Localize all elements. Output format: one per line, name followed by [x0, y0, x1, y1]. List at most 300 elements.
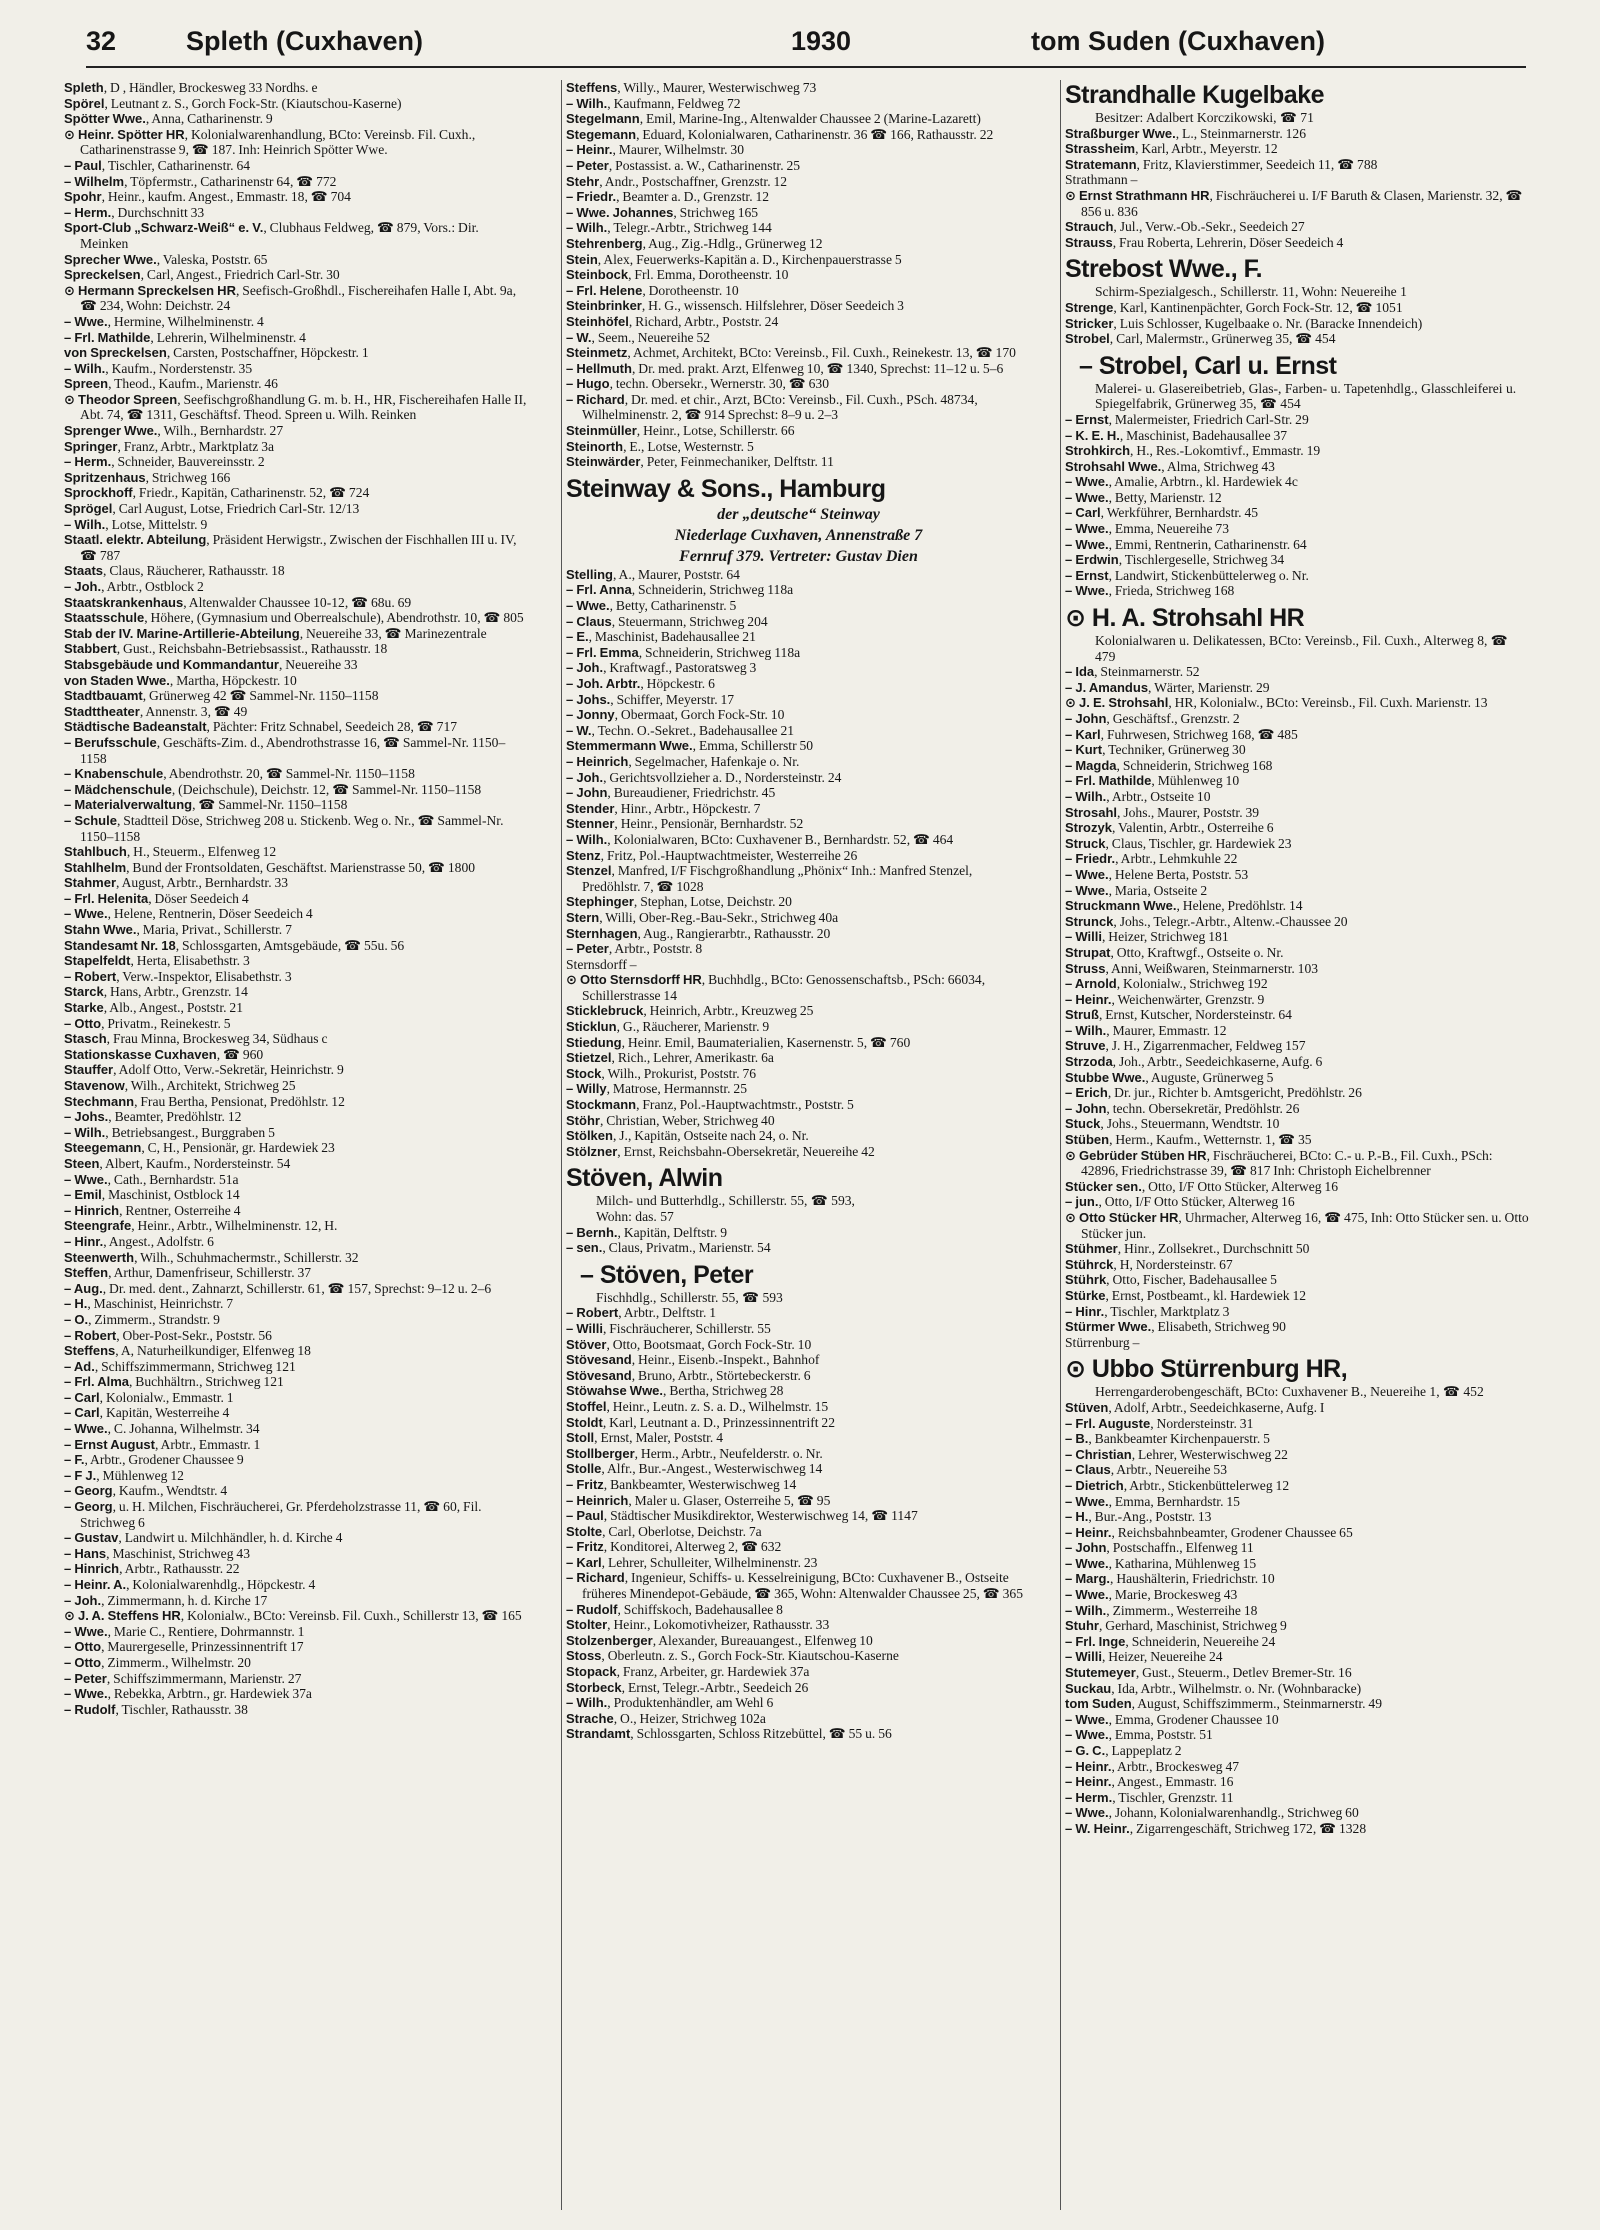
- directory-entry: – W., Seem., Neuereihe 52: [566, 329, 711, 345]
- directory-entry: Steffens, Willy., Maurer, Westerwischweg 73: [566, 80, 817, 95]
- directory-entry: – Wwe., Rebekka, Arbtrn., gr. Hardewiek 37a: [64, 1686, 312, 1702]
- directory-entry: – Joh. Arbtr., Höpckestr. 6: [566, 676, 715, 691]
- directory-entry: ⊙ Heinr. Spötter HR, Kolonialwarenhandlung, BCto: Vereinsb. Fil. Cuxh., Catharinenstrasse 9, ☎ 187. Inh: Heinrich Spötter Wwe.: [64, 126, 476, 158]
- directory-entry: Stabsgebäude und Kommandantur, Neuereihe 33: [64, 656, 358, 672]
- directory-entry: – jun., Otto, I/F Otto Stücker, Alterweg 16: [1065, 1194, 1295, 1210]
- directory-entry: ⊙ J. A. Steffens HR, Kolonialw., BCto: Vereinsb. Fil. Cuxh., Schillerstr 13, ☎ 165: [64, 1608, 522, 1624]
- strebost-title: Strebost Wwe., F.: [1065, 255, 1263, 284]
- directory-entry: – Heinr., Angest., Emmastr. 16: [1065, 1774, 1234, 1790]
- column-1: [64, 80, 529, 2210]
- directory-entry: – Wwe., Marie, Brockesweg 43: [1065, 1587, 1238, 1603]
- directory-entry: – Wilh., Arbtr., Ostseite 10: [1065, 788, 1211, 804]
- directory-entry: Stürrenburg –: [1065, 1334, 1140, 1350]
- column-2: [561, 80, 1031, 2210]
- directory-entry: Sternsdorff –: [566, 956, 637, 972]
- advert-detail-line: Milch- und Butterhdlg., Schillerstr. 55, ☎ 593,: [596, 1193, 855, 1209]
- directory-entry: Struck, Claus, Tischler, gr. Hardewiek 23: [1065, 835, 1292, 851]
- directory-entry: – Wilh., Betriebsangest., Burggraben 5: [64, 1124, 275, 1140]
- directory-entry: – Wwe., Maria, Ostseite 2: [1065, 882, 1208, 898]
- directory-entry: – Joh., Gerichtsvollzieher a. D., Nordersteinstr. 24: [566, 769, 842, 785]
- directory-entry: – Dietrich, Arbtr., Stickenbüttelerweg 12: [1065, 1477, 1290, 1493]
- directory-entry: – Karl, Fuhrwesen, Strichweg 168, ☎ 485: [1065, 726, 1298, 742]
- directory-entry: Stadtbauamt, Grünerweg 42 ☎ Sammel-Nr. 1150–1158: [64, 688, 379, 704]
- directory-entry: – G. C., Lappeplatz 2: [1065, 1743, 1182, 1758]
- directory-entry: – Fritz, Konditorei, Alterweg 2, ☎ 632: [566, 1539, 782, 1555]
- directory-entry: Stab der IV. Marine-Artillerie-Abteilung, Neuereihe 33, ☎ Marinezentrale: [64, 625, 487, 641]
- directory-entry: Stolzenberger, Alexander, Bureauangest., Elfenweg 10: [566, 1632, 873, 1648]
- directory-entry: – Friedr., Beamter a. D., Grenzstr. 12: [566, 189, 770, 205]
- directory-entry: – Georg, Kaufm., Wendtstr. 4: [64, 1483, 228, 1499]
- directory-entry: Spötter Wwe., Anna, Catharinenstr. 9: [64, 111, 273, 127]
- directory-entry: – Wilh., Maurer, Emmastr. 12: [1065, 1022, 1227, 1038]
- directory-entry: – Wilh., Lotse, Mittelstr. 9: [64, 516, 208, 532]
- directory-entry: Stürke, Ernst, Postbeamt., kl. Hardewiek 12: [1065, 1287, 1307, 1303]
- advert-detail-line: Wohn: das. 57: [596, 1209, 674, 1224]
- directory-entry: Struve, J. H., Zigarrenmacher, Feldweg 157: [1065, 1038, 1306, 1054]
- directory-entry: – Frl. Mathilde, Mühlenweg 10: [1065, 773, 1240, 789]
- directory-entry: – Willi, Heizer, Neuereihe 24: [1065, 1649, 1223, 1665]
- header-year: 1930: [791, 26, 852, 56]
- directory-entry: – Marg., Haushälterin, Friedrichstr. 10: [1065, 1571, 1275, 1587]
- directory-entry: Strzoda, Joh., Arbtr., Seedeichkaserne, Aufg. 6: [1065, 1054, 1323, 1070]
- directory-entry: – Kurt, Techniker, Grünerweg 30: [1065, 742, 1246, 758]
- directory-entry: Stollberger, Herm., Arbtr., Neufelderstr. o. Nr.: [566, 1445, 823, 1461]
- directory-entry: Spreckelsen, Carl, Angest., Friedrich Carl-Str. 30: [64, 267, 340, 283]
- directory-entry: Stenzel, Manfred, I/F Fischgroßhandlung „Phönix“ Inh.: Manfred Stenzel, Predöhlstr. 7, ☎ 1028: [566, 863, 973, 894]
- directory-entry: Stavenow, Wilh., Architekt, Strichweg 25: [64, 1078, 296, 1093]
- directory-entry: – Joh., Zimmermann, h. d. Kirche 17: [64, 1592, 268, 1608]
- directory-entry: Starke, Alb., Angest., Poststr. 21: [64, 1000, 243, 1016]
- directory-entry: Stahmer, August, Arbtr., Bernhardstr. 33: [64, 875, 289, 891]
- directory-entry: – Heinr. A., Kolonialwarenhdlg., Höpckestr. 4: [64, 1577, 316, 1592]
- directory-entry: Stuhr, Gerhard, Maschinist, Strichweg 9: [1065, 1618, 1287, 1634]
- directory-entry: – Ad., Schiffszimmermann, Strichweg 121: [64, 1358, 296, 1374]
- directory-entry: – Herm., Tischler, Grenzstr. 11: [1065, 1789, 1234, 1805]
- directory-entry: Stöwahse Wwe., Bertha, Strichweg 28: [566, 1383, 784, 1399]
- directory-entry: Stücker sen., Otto, I/F Otto Stücker, Alterweg 16: [1065, 1178, 1339, 1194]
- directory-entry: – Heinr., Weichenwärter, Grenzstr. 9: [1065, 991, 1265, 1007]
- directory-entry: Stiedung, Heinr. Emil, Baumaterialien, Kasernenstr. 5, ☎ 760: [566, 1034, 911, 1050]
- directory-entry: – Ernst, Landwirt, Stickenbüttelerweg o. Nr.: [1065, 567, 1309, 583]
- directory-entry: Sprecher Wwe., Valeska, Poststr. 65: [64, 251, 268, 267]
- directory-entry: Stührck, H, Nordersteinstr. 67: [1065, 1256, 1233, 1272]
- steinway-advert-title: Steinway & Sons., Hamburg: [566, 474, 886, 503]
- directory-entry: Stock, Wilh., Prokurist, Poststr. 76: [566, 1065, 757, 1081]
- directory-entry: Stolter, Heinr., Lokomotivheizer, Rathausstr. 33: [566, 1617, 830, 1633]
- directory-entry: Stenz, Fritz, Pol.-Hauptwachtmeister, Westerreihe 26: [566, 847, 858, 863]
- directory-entry: – Otto, Zimmerm., Wilhelmstr. 20: [64, 1654, 251, 1670]
- directory-entry: Stühmer, Hinr., Zollsekret., Durchschnitt 50: [1065, 1241, 1310, 1257]
- directory-entry: Stenner, Heinr., Pensionär, Bernhardstr. 52: [566, 816, 804, 832]
- directory-entry: Stoll, Ernst, Maler, Poststr. 4: [566, 1430, 724, 1446]
- directory-entry: – H., Maschinist, Heinrichstr. 7: [64, 1296, 234, 1312]
- directory-entry: – Heinr., Maurer, Wilhelmstr. 30: [566, 142, 745, 158]
- directory-entry: – Fritz, Bankbeamter, Westerwischweg 14: [566, 1476, 797, 1492]
- directory-entry: – Frl. Auguste, Nordersteinstr. 31: [1065, 1415, 1254, 1431]
- directory-entry: – Ida, Steinmarnerstr. 52: [1065, 664, 1200, 680]
- directory-entry: Stephinger, Stephan, Lotse, Deichstr. 20: [566, 894, 792, 910]
- directory-entry: ⊙ J. E. Strohsahl, HR, Kolonialw., BCto: Vereinsb., Fil. Cuxh. Marienstr. 13: [1065, 695, 1488, 711]
- directory-entry: – Wilh., Kaufmann, Feldweg 72: [566, 95, 741, 111]
- directory-entry: Stelling, A., Maurer, Poststr. 64: [566, 566, 740, 582]
- directory-entry: – Wilh., Produktenhändler, am Wehl 6: [566, 1695, 774, 1711]
- directory-entry: Stietzel, Rich., Lehrer, Amerikastr. 6a: [566, 1050, 774, 1066]
- directory-entry: – Robert, Ober-Post-Sekr., Poststr. 56: [64, 1327, 272, 1343]
- directory-entry: Struß, Ernst, Kutscher, Nordersteinstr. 64: [1065, 1007, 1292, 1023]
- directory-entry: Spreen, Theod., Kaufm., Marienstr. 46: [64, 376, 278, 392]
- directory-entry: ⊙ Ernst Strathmann HR, Fischräucherei u. I/F Baruth & Clasen, Marienstr. 32, ☎ 856 u. 836: [1065, 187, 1523, 219]
- directory-entry: – Jonny, Obermaat, Gorch Fock-Str. 10: [566, 707, 785, 723]
- directory-entry: Sticklun, G., Räucherer, Marienstr. 9: [566, 1019, 770, 1035]
- stoeven-alwin-title: Stöven, Alwin: [566, 1164, 723, 1193]
- directory-entry: – Hinrich, Rentner, Osterreihe 4: [64, 1202, 241, 1218]
- directory-entry: – Heinr., Reichsbahnbeamter, Grodener Chaussee 65: [1065, 1524, 1353, 1540]
- directory-entry: – Willi, Fischräucherer, Schillerstr. 55: [566, 1320, 771, 1336]
- directory-entry: Stolle, Alfr., Bur.-Angest., Westerwischweg 14: [566, 1461, 823, 1477]
- directory-entry: – Wwe., Cath., Bernhardstr. 51a: [64, 1171, 239, 1187]
- directory-entry: Stüben, Herm., Kaufm., Wetternstr. 1, ☎ 35: [1065, 1132, 1312, 1148]
- directory-entry: Sternhagen, Aug., Rangierarbtr., Rathausstr. 20: [566, 925, 831, 941]
- directory-entry: – Paul, Tischler, Catharinenstr. 64: [64, 157, 251, 173]
- kugelbake-title: Strandhalle Kugelbake: [1065, 81, 1325, 109]
- directory-entry: Strosahl, Johs., Maurer, Poststr. 39: [1065, 804, 1260, 820]
- directory-entry: Strathmann –: [1065, 172, 1138, 188]
- directory-entry: – Carl, Kapitän, Westerreihe 4: [64, 1405, 230, 1421]
- directory-entry: ⊙ Gebrüder Stüben HR, Fischräucherei, BCto: C.- u. P.-B., Fil. Cuxh., PSch: 42896, Friedrichstrasse 39, ☎ 817 Inh: Christoph Eichelbrenner: [1065, 1147, 1493, 1179]
- directory-entry: Spleth, D , Händler, Brockesweg 33 Nordhs. e: [64, 80, 318, 95]
- directory-entry: – Joh., Arbtr., Ostblock 2: [64, 579, 204, 594]
- directory-entry: – Frl. Helene, Dorotheenstr. 10: [566, 282, 739, 298]
- steinway-advert-line: Niederlage Cuxhaven, Annenstraße 7: [674, 526, 923, 544]
- directory-entry: – Frl. Inge, Schneiderin, Neuereihe 24: [1065, 1633, 1276, 1649]
- directory-entry: – Joh., Kraftwagf., Pastoratsweg 3: [566, 660, 757, 676]
- directory-entry: – Claus, Steuermann, Strichweg 204: [566, 613, 768, 629]
- directory-entry: – Erdwin, Tischlergeselle, Strichweg 34: [1065, 552, 1285, 568]
- advert-detail-line: Schirm-Spezialgesch., Schillerstr. 11, Wohn: Neuereihe 1: [1095, 284, 1407, 300]
- directory-entry: – B., Bankbeamter Kirchenpauerstr. 5: [1065, 1431, 1270, 1447]
- directory-entry: – Willi, Heizer, Strichweg 181: [1065, 929, 1229, 945]
- directory-entry: – Claus, Arbtr., Neuereihe 53: [1065, 1462, 1228, 1478]
- directory-entry: – Frl. Anna, Schneiderin, Strichweg 118a: [566, 582, 794, 598]
- directory-entry: Stasch, Frau Minna, Brockesweg 34, Südhaus c: [64, 1031, 328, 1047]
- directory-entry: von Staden Wwe., Martha, Höpckestr. 10: [64, 672, 297, 688]
- directory-entry: Stricker, Luis Schlosser, Kugelbaake o. Nr. (Baracke Innendeich): [1065, 315, 1423, 331]
- directory-entry: – W., Techn. O.-Sekret., Badehausallee 21: [566, 722, 795, 738]
- steinway-advert-line: Fernruf 379. Vertreter: Gustav Dien: [679, 547, 918, 565]
- directory-entry: Stahlbuch, H., Steuerm., Elfenweg 12: [64, 844, 277, 860]
- directory-entry: ⊙ Otto Stücker HR, Uhrmacher, Alterweg 16, ☎ 475, Inh: Otto Stücker sen. u. Otto Stücker jun.: [1065, 1210, 1529, 1241]
- directory-entry: Stern, Willi, Ober-Reg.-Bau-Sekr., Strichweg 40a: [566, 909, 839, 925]
- directory-entry: – Mädchenschule, (Deichschule), Deichstr. 12, ☎ Sammel-Nr. 1150–1158: [64, 781, 482, 797]
- advert-detail-line: Kolonialwaren u. Delikatessen, BCto: Vereinsb., Fil. Cuxh., Alterweg 8, ☎ 479: [1095, 633, 1508, 664]
- directory-entry: Stemmermann Wwe., Emma, Schillerstr 50: [566, 738, 814, 754]
- directory-entry: – Frl. Alma, Buchhältrn., Strichweg 121: [64, 1374, 284, 1390]
- directory-entry: – sen., Claus, Privatm., Marienstr. 54: [566, 1240, 771, 1256]
- directory-entry: – Berufsschule, Geschäfts-Zim. d., Abendrothstrasse 16, ☎ Sammel-Nr. 1150–1158: [64, 734, 506, 766]
- directory-entry: tom Suden, August, Schiffszimmerm., Steinmarnerstr. 49: [1065, 1696, 1383, 1712]
- directory-entry: – Wilh., Kolonialwaren, BCto: Cuxhavener B., Bernhardstr. 52, ☎ 464: [566, 831, 954, 847]
- directory-entry: – Magda, Schneiderin, Strichweg 168: [1065, 757, 1273, 773]
- directory-entry: – Wwe., Marie C., Rentiere, Dohrmannstr. 1: [64, 1623, 305, 1639]
- directory-entry: Steinbock, Frl. Emma, Dorotheenstr. 10: [566, 267, 789, 283]
- directory-entry: – Hinrich, Arbtr., Rathausstr. 22: [64, 1561, 240, 1577]
- page-number: 32: [86, 26, 117, 56]
- directory-entry: – Wwe., Emma, Bernhardstr. 15: [1065, 1493, 1240, 1509]
- directory-entry: – Hinr., Angest., Adolfstr. 6: [64, 1233, 214, 1249]
- directory-entry: – Christian, Lehrer, Westerwischweg 22: [1065, 1446, 1288, 1462]
- directory-entry: Steenwerth, Wilh., Schuhmachermstr., Schillerstr. 32: [64, 1249, 359, 1265]
- directory-entry: Stutemeyer, Gust., Steuerm., Detlev Bremer-Str. 16: [1065, 1665, 1352, 1681]
- directory-entry: – Wwe., Amalie, Arbtrn., kl. Hardewiek 4c: [1065, 474, 1298, 490]
- directory-entry: Steinwärder, Peter, Feinmechaniker, Delftstr. 11: [566, 454, 834, 470]
- directory-entry: Strauss, Frau Roberta, Lehrerin, Döser Seedeich 4: [1065, 234, 1344, 250]
- directory-entry: Spritzenhaus, Strichweg 166: [64, 469, 231, 485]
- directory-entry: – Herm., Schneider, Bauvereinsstr. 2: [64, 454, 265, 470]
- directory-entry: – Hans, Maschinist, Strichweg 43: [64, 1545, 251, 1561]
- strohsahl-title: ⊙ H. A. Strohsahl HR: [1065, 604, 1305, 633]
- header-right-entry: tom Suden (Cuxhaven): [1031, 26, 1326, 56]
- directory-entry: Spohr, Heinr., kaufm. Angest., Emmastr. 18, ☎ 704: [64, 189, 351, 205]
- directory-entry: – F., Arbtr., Grodener Chaussee 9: [64, 1452, 244, 1468]
- directory-entry: – Peter, Arbtr., Poststr. 8: [566, 941, 703, 957]
- steinway-advert-line: der „deutsche“ Steinway: [717, 505, 880, 523]
- directory-entry: Sprockhoff, Friedr., Kapitän, Catharinenstr. 52, ☎ 724: [64, 485, 370, 501]
- directory-entry: Stoss, Oberleutn. z. S., Gorch Fock-Str. Kiautschou-Kaserne: [566, 1648, 899, 1664]
- directory-entry: Strassheim, Karl, Arbtr., Meyerstr. 12: [1065, 141, 1278, 157]
- directory-entry: – Wwe., Betty, Catharinenstr. 5: [566, 598, 737, 614]
- directory-entry: – Wwe., Katharina, Mühlenweg 15: [1065, 1555, 1257, 1571]
- directory-entry: Sport-Club „Schwarz-Weiß“ e. V., Clubhaus Feldweg, ☎ 879, Vors.: Dir. Meinken: [64, 220, 479, 251]
- directory-entry: – Materialverwaltung, ☎ Sammel-Nr. 1150–1158: [64, 797, 348, 813]
- directory-entry: – Otto, Maurergeselle, Prinzessinnentrift 17: [64, 1639, 304, 1655]
- directory-entry: Strandamt, Schlossgarten, Schloss Ritzebüttel, ☎ 55 u. 56: [566, 1726, 892, 1742]
- directory-entry: Stoldt, Karl, Leutnant a. D., Prinzessinnentrift 22: [566, 1414, 836, 1430]
- directory-entry: – Rudolf, Tischler, Rathausstr. 38: [64, 1701, 248, 1717]
- directory-entry: Strupat, Otto, Kraftwgf., Ostseite o. Nr.: [1065, 944, 1284, 960]
- directory-entry: Stehr, Andr., Postschaffner, Grenzstr. 12: [566, 173, 788, 189]
- directory-entry: ⊙ Theodor Spreen, Seefischgroßhandlung G. m. b. H., HR, Fischereihafen Halle II, Abt. 74, ☎ 1311, Geschäftsf. Theod. Spreen u. Wilh. Reinken: [64, 391, 527, 423]
- directory-entry: Steen, Albert, Kaufm., Nordersteinstr. 54: [64, 1155, 291, 1171]
- directory-entry: Strohsahl Wwe., Alma, Strichweg 43: [1065, 458, 1275, 474]
- directory-entry: Steinbrinker, H. G., wissensch. Hilfslehrer, Döser Seedeich 3: [566, 298, 904, 314]
- directory-entry: Stöhr, Christian, Weber, Strichweg 40: [566, 1112, 775, 1128]
- directory-entry: – Otto, Privatm., Reinekestr. 5: [64, 1015, 231, 1031]
- directory-entry: Stahlhelm, Bund der Frontsoldaten, Geschäftst. Marienstrasse 50, ☎ 1800: [64, 859, 476, 875]
- directory-entry: Stratemann, Fritz, Klavierstimmer, Seedeich 11, ☎ 788: [1065, 156, 1378, 172]
- directory-entry: – John, Postschaffn., Elfenweg 11: [1065, 1540, 1254, 1556]
- directory-entry: Strobel, Carl, Malermstr., Grünerweg 35, ☎ 454: [1065, 331, 1336, 347]
- directory-entry: – Wwe., Betty, Marienstr. 12: [1065, 489, 1222, 505]
- directory-entry: – K. E. H., Maschinist, Badehausallee 37: [1065, 427, 1288, 443]
- directory-entry: Strache, O., Heizer, Strichweg 102a: [566, 1710, 766, 1726]
- directory-entry: Stender, Hinr., Arbtr., Höpckestr. 7: [566, 800, 761, 816]
- directory-entry: Stöver, Otto, Bootsmaat, Gorch Fock-Str. 10: [566, 1336, 812, 1352]
- directory-entry: – Wwe., Emmi, Rentnerin, Catharinenstr. 64: [1065, 536, 1307, 552]
- directory-entry: – J. Amandus, Wärter, Marienstr. 29: [1065, 679, 1270, 695]
- directory-entry: – Heinr., Arbtr., Brockesweg 47: [1065, 1758, 1240, 1774]
- directory-entry: Stechmann, Frau Bertha, Pensionat, Predöhlstr. 12: [64, 1093, 345, 1109]
- directory-entry: – Robert, Verw.-Inspektor, Elisabethstr. 3: [64, 968, 292, 984]
- directory-entry: Stauffer, Adolf Otto, Verw.-Sekretär, Heinrichstr. 9: [64, 1062, 344, 1078]
- directory-entry: Strenge, Karl, Kantinenpächter, Gorch Fock-Str. 12, ☎ 1051: [1065, 299, 1403, 315]
- directory-entry: – John, Geschäftsf., Grenzstr. 2: [1065, 711, 1240, 726]
- directory-entry: Stockmann, Franz, Pol.-Hauptwachtmstr., Poststr. 5: [566, 1097, 854, 1113]
- directory-entry: Stuck, Johs., Steuermann, Wendtstr. 10: [1065, 1116, 1280, 1132]
- directory-entry: Stövesand, Heinr., Eisenb.-Inspekt., Bahnhof: [566, 1352, 820, 1368]
- directory-entry: Suckau, Ida, Arbtr., Wilhelmstr. o. Nr. (Wohnbaracke): [1065, 1680, 1362, 1696]
- directory-entry: – John, techn. Obersekretär, Predöhlstr. 26: [1065, 1100, 1300, 1116]
- directory-entry: Steinmetz, Achmet, Architekt, BCto: Vereinsb., Fil. Cuxh., Reinekestr. 13, ☎ 170: [566, 345, 1016, 361]
- directory-entry: – Johs., Beamter, Predöhlstr. 12: [64, 1109, 242, 1125]
- directory-entry: – F J., Mühlenweg 12: [64, 1467, 184, 1483]
- advert-detail-line: Herrengarderobengeschäft, BCto: Cuxhavener B., Neuereihe 1, ☎ 452: [1095, 1384, 1484, 1400]
- directory-entry: – Wwe., Frieda, Strichweg 168: [1065, 583, 1235, 599]
- directory-entry: – Friedr., Arbtr., Lehmkuhle 22: [1065, 851, 1238, 867]
- directory-entry: Stapelfeldt, Herta, Elisabethstr. 3: [64, 953, 250, 969]
- directory-entry: Stolte, Carl, Oberlotse, Deichstr. 7a: [566, 1523, 762, 1539]
- directory-entry: – Wilhelm, Töpfermstr., Catharinenstr 64, ☎ 772: [64, 173, 337, 189]
- directory-entry: Sticklebruck, Heinrich, Arbtr., Kreuzweg 25: [566, 1003, 814, 1019]
- directory-entry: Städtische Badeanstalt, Pächter: Fritz Schnabel, Seedeich 28, ☎ 717: [64, 719, 458, 735]
- directory-entry: Springer, Franz, Arbtr., Marktplatz 3a: [64, 438, 275, 454]
- directory-entry: – Wwe., Emma, Neuereihe 73: [1065, 521, 1229, 537]
- directory-entry: – Erich, Dr. jur., Richter b. Amtsgericht, Predöhlstr. 26: [1065, 1085, 1362, 1101]
- directory-entry: Stahn Wwe., Maria, Privat., Schillerstr. 7: [64, 922, 292, 938]
- directory-entry: – Wwe., Helene Berta, Poststr. 53: [1065, 866, 1249, 882]
- directory-entry: Stopack, Franz, Arbeiter, gr. Hardewiek 37a: [566, 1664, 810, 1680]
- directory-entry: – Carl, Kolonialw., Emmastr. 1: [64, 1389, 234, 1405]
- directory-entry: Standesamt Nr. 18, Schlossgarten, Amtsgebäude, ☎ 55u. 56: [64, 937, 405, 953]
- directory-entry: Steegemann, C, H., Pensionär, gr. Hardewiek 23: [64, 1140, 335, 1156]
- directory-entry: Steinhöfel, Richard, Arbtr., Poststr. 24: [566, 313, 779, 329]
- directory-entry: – Georg, u. H. Milchen, Fischräucherei, Gr. Pferdeholzstrasse 11, ☎ 60, Fil. Strichweg 6: [64, 1499, 482, 1530]
- directory-entry: Starck, Hans, Arbtr., Grenzstr. 14: [64, 984, 248, 1000]
- directory-entry: – Wwe., Hermine, Wilhelminenstr. 4: [64, 313, 264, 329]
- directory-entry: – Wwe., Emma, Grodener Chaussee 10: [1065, 1711, 1279, 1727]
- directory-entry: Stein, Alex, Feuerwerks-Kapitän a. D., Kirchenpauerstrasse 5: [566, 251, 902, 267]
- page-header: [86, 20, 1526, 68]
- directory-entry: – Peter, Schiffszimmermann, Marienstr. 27: [64, 1670, 302, 1686]
- directory-entry: Stabbert, Gust., Reichsbahn-Betriebsassist., Rathausstr. 18: [64, 641, 388, 657]
- directory-entry: Steffens, A, Naturheilkundiger, Elfenweg 18: [64, 1343, 311, 1359]
- directory-entry: – Frl. Mathilde, Lehrerin, Wilhelminenstr. 4: [64, 329, 306, 345]
- directory-entry: – Frl. Emma, Schneiderin, Strichweg 118a: [566, 644, 801, 660]
- directory-entry: – E., Maschinist, Badehausallee 21: [566, 629, 756, 645]
- advert-detail-line: Fischhdlg., Schillerstr. 55, ☎ 593: [596, 1289, 783, 1305]
- directory-entry: ⊙ Hermann Spreckelsen HR, Seefisch-Großhdl., Fischereihafen Halle I, Abt. 9a, ☎ 234, Wohn: Deichstr. 24: [64, 282, 517, 314]
- directory-entry: – O., Zimmerm., Strandstr. 9: [64, 1311, 220, 1327]
- directory-entry: Sprögel, Carl August, Lotse, Friedrich Carl-Str. 12/13: [64, 501, 360, 517]
- directory-entry: – Schule, Stadtteil Döse, Strichweg 208 u. Stickenb. Weg o. Nr., ☎ Sammel-Nr. 1150–1158: [64, 812, 504, 844]
- directory-entry: – Richard, Dr. med. et chir., Arzt, BCto: Vereinsb., Fil. Cuxh., PSch. 48734, Wilhelminenstr. 2, ☎ 914 Sprechst: 8–9 u. 2–3: [566, 391, 978, 423]
- directory-entry: Strohkirch, H., Res.-Lokomtivf., Emmastr. 19: [1065, 443, 1321, 459]
- directory-entry: – Wwe., C. Johanna, Wilhelmstr. 34: [64, 1421, 260, 1437]
- directory-entry: – Aug., Dr. med. dent., Zahnarzt, Schillerstr. 61, ☎ 157, Sprechst: 9–12 u. 2–6: [64, 1280, 492, 1296]
- directory-entry: – Robert, Arbtr., Delftstr. 1: [566, 1305, 717, 1321]
- directory-entry: Steengrafe, Heinr., Arbtr., Wilhelminenstr. 12, H.: [64, 1218, 338, 1234]
- directory-entry: Struckmann Wwe., Helene, Predöhlstr. 14: [1065, 898, 1303, 914]
- directory-entry: Strunck, Johs., Telegr.-Arbtr., Altenw.-Chaussee 20: [1065, 913, 1348, 929]
- directory-entry: Staatskrankenhaus, Altenwalder Chaussee 10-12, ☎ 68u. 69: [64, 594, 412, 610]
- directory-entry: von Spreckelsen, Carsten, Postschaffner, Höpckestr. 1: [64, 345, 369, 361]
- directory-entry: Stegemann, Eduard, Kolonialwaren, Catharinenstr. 36 ☎ 166, Rathausstr. 22: [566, 126, 994, 142]
- directory-entry: – Heinrich, Maler u. Glaser, Osterreihe 5, ☎ 95: [566, 1492, 831, 1508]
- header-left-entry: Spleth (Cuxhaven): [186, 26, 424, 56]
- directory-entry: – Wwe., Johann, Kolonialwarenhandlg., Strichweg 60: [1065, 1805, 1359, 1821]
- directory-entry: Stadttheater, Annenstr. 3, ☎ 49: [64, 703, 248, 719]
- directory-entry: – Wwe. Johannes, Strichweg 165: [566, 204, 759, 220]
- directory-entry: – John, Bureaudiener, Friedrichstr. 45: [566, 785, 776, 801]
- directory-entry: Steinmüller, Heinr., Lotse, Schillerstr. 66: [566, 423, 795, 439]
- directory-entry: – W. Heinr., Zigarrengeschäft, Strichweg 172, ☎ 1328: [1065, 1820, 1367, 1836]
- directory-entry: Stührk, Otto, Fischer, Badehausallee 5: [1065, 1272, 1277, 1288]
- directory-entry: – Gustav, Landwirt u. Milchhändler, h. d. Kirche 4: [64, 1530, 343, 1546]
- directory-entry: – Carl, Werkführer, Bernhardstr. 45: [1065, 505, 1259, 521]
- directory-entry: – Bernh., Kapitän, Delftstr. 9: [566, 1224, 728, 1240]
- directory-entry: Struss, Anni, Weißwaren, Steinmarnerstr. 103: [1065, 960, 1319, 976]
- directory-entry: Stoffel, Heinr., Leutn. z. S. a. D., Wilhelmstr. 15: [566, 1398, 829, 1414]
- directory-entry: ⊙ Otto Sternsdorff HR, Buchhdlg., BCto: Genossenschaftsb., PSch: 66034, Schillerstrasse 14: [566, 972, 986, 1003]
- directory-entry: – Frl. Helenita, Döser Seedeich 4: [64, 890, 249, 906]
- directory-entry: Staatsschule, Höhere, (Gymnasium und Oberrealschule), Abendrothstr. 10, ☎ 805: [64, 610, 524, 626]
- directory-entry: Stölken, J., Kapitän, Ostseite nach 24, o. Nr.: [566, 1128, 809, 1144]
- directory-entry: – Rudolf, Schiffskoch, Badehausallee 8: [566, 1601, 783, 1617]
- directory-entry: – Hugo, techn. Obersekr., Wernerstr. 30, ☎ 630: [566, 376, 830, 392]
- directory-entry: Stubbe Wwe., Auguste, Grünerweg 5: [1065, 1069, 1274, 1085]
- directory-entry: – Emil, Maschinist, Ostblock 14: [64, 1187, 240, 1203]
- directory-entry: Strauch, Jul., Verw.-Ob.-Sekr., Seedeich 27: [1065, 219, 1305, 235]
- directory-entry: – Heinrich, Segelmacher, Hafenkaje o. Nr.: [566, 753, 800, 769]
- stuerrenburg-title: ⊙ Ubbo Stürrenburg HR,: [1065, 1355, 1348, 1384]
- stoeven-peter-title: – Stöven, Peter: [580, 1260, 754, 1289]
- directory-entry: – Richard, Ingenieur, Schiffs- u. Kesselreinigung, BCto: Cuxhavener B., Ostseite früheres Minendepot-Gebäude, ☎ 365, Wohn: Altenwalder Chaussee 25, ☎ 365: [566, 1570, 1024, 1602]
- directory-entry: – Hinr., Tischler, Marktplatz 3: [1065, 1303, 1230, 1319]
- advert-detail-line: Besitzer: Adalbert Korczikowski, ☎ 71: [1095, 110, 1314, 125]
- directory-entry: Staatl. elektr. Abteilung, Präsident Herwigstr., Zwischen der Fischhallen III u. IV, ☎ 787: [64, 532, 517, 563]
- directory-entry: Sprenger Wwe., Wilh., Bernhardstr. 27: [64, 423, 284, 439]
- directory-entry: Stationskasse Cuxhaven, ☎ 960: [64, 1046, 264, 1062]
- directory-entry: – Hellmuth, Dr. med. prakt. Arzt, Elfenweg 10, ☎ 1340, Sprechst: 11–12 u. 5–6: [566, 360, 1004, 376]
- directory-entry: Steinorth, E., Lotse, Westernstr. 5: [566, 438, 754, 454]
- directory-entry: – H., Bur.-Ang., Poststr. 13: [1065, 1509, 1212, 1525]
- directory-entry: – Herm., Durchschnitt 33: [64, 204, 205, 220]
- directory-entry: – Paul, Städtischer Musikdirektor, Westerwischweg 14, ☎ 1147: [566, 1508, 918, 1524]
- directory-entry: – Wilh., Kaufm., Norderstenstr. 35: [64, 360, 253, 376]
- directory-entry: – Wwe., Emma, Poststr. 51: [1065, 1727, 1213, 1743]
- directory-entry: Straßburger Wwe., L., Steinmarnerstr. 126: [1065, 125, 1307, 141]
- directory-entry: – Arnold, Kolonialw., Strichweg 192: [1065, 976, 1268, 992]
- directory-entry: Spörel, Leutnant z. S., Gorch Fock-Str. (Kiautschou-Kaserne): [64, 95, 402, 111]
- directory-entry: Steffen, Arthur, Damenfriseur, Schillerstr. 37: [64, 1265, 312, 1281]
- directory-entry: Storbeck, Ernst, Telegr.-Arbtr., Seedeich 26: [566, 1679, 809, 1695]
- directory-entry: – Wwe., Helene, Rentnerin, Döser Seedeich 4: [64, 906, 313, 922]
- directory-entry: Stürmer Wwe., Elisabeth, Strichweg 90: [1065, 1319, 1286, 1335]
- strobel-title: – Strobel, Carl u. Ernst: [1079, 351, 1337, 380]
- directory-entry: – Peter, Postassist. a. W., Catharinenstr. 25: [566, 157, 801, 173]
- directory-entry: – Willy, Matrose, Hermannstr. 25: [566, 1081, 748, 1097]
- directory-entry: – Wilh., Telegr.-Arbtr., Strichweg 144: [566, 220, 772, 236]
- directory-entry: – Knabenschule, Abendrothstr. 20, ☎ Sammel-Nr. 1150–1158: [64, 766, 415, 782]
- directory-entry: – Karl, Lehrer, Schulleiter, Wilhelminenstr. 23: [566, 1554, 818, 1570]
- directory-entry: – Johs., Schiffer, Meyerstr. 17: [566, 691, 735, 707]
- directory-entry: – Ernst August, Arbtr., Emmastr. 1: [64, 1436, 261, 1452]
- directory-entry: – Ernst, Malermeister, Friedrich Carl-Str. 29: [1065, 411, 1309, 427]
- column-3: [1060, 80, 1530, 2210]
- advert-detail-line: Malerei- u. Glasereibetrieb, Glas-, Farben- u. Tapetenhdlg., Glasschleiferei u. Spiegelfabrik, Grünerweg 35, ☎ 454: [1095, 380, 1517, 412]
- directory-entry: Stehrenberg, Aug., Zig.-Hdlg., Grünerweg 12: [566, 235, 823, 251]
- directory-entry: Strozyk, Valentin, Arbtr., Osterreihe 6: [1065, 820, 1274, 836]
- directory-entry: Stegelmann, Emil, Marine-Ing., Altenwalder Chaussee 2 (Marine-Lazarett): [566, 111, 981, 127]
